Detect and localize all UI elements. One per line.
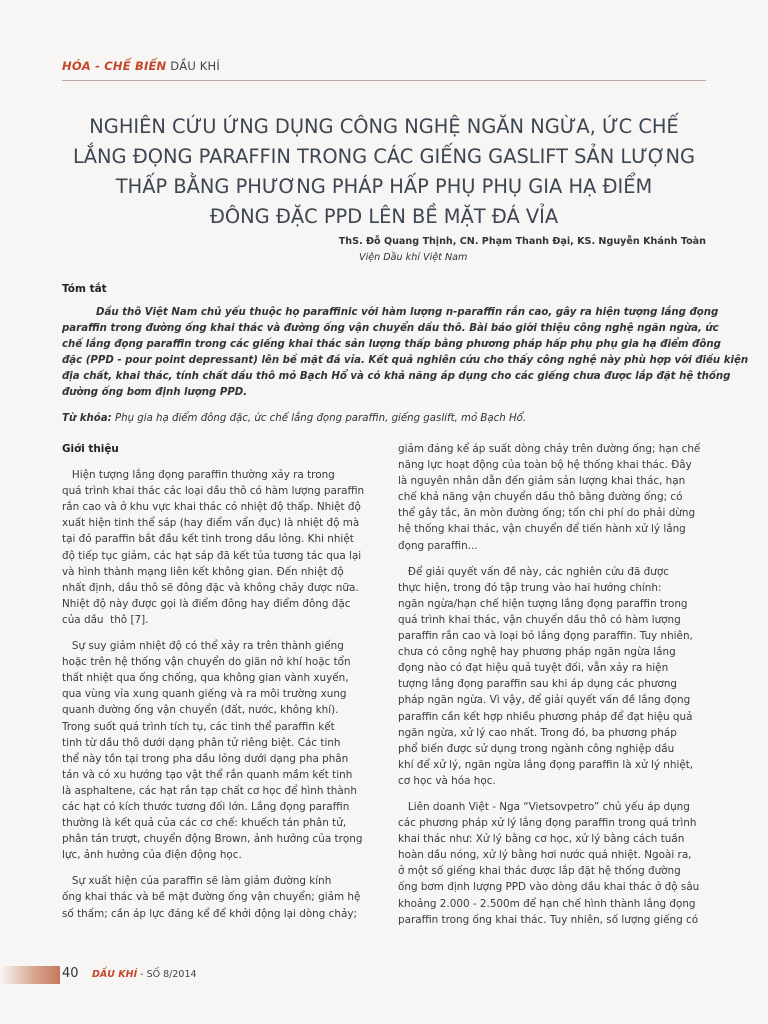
body-text-line: ống bơm định lượng PPD vào dòng dầu khai thác ở độ sâu	[398, 881, 700, 894]
authors: ThS. Đỗ Quang Thịnh, CN. Phạm Thanh Đại, KS. Nguyễn Khánh Toàn	[338, 236, 706, 247]
magazine-name: DẦU KHÍ	[92, 969, 138, 980]
page-number: 40	[62, 966, 79, 981]
body-text-line: quá trình khai thác, vận chuyển dầu thô có hàm lượng	[398, 613, 681, 626]
body-text-line: tinh từ dầu thô dưới dạng phân tử riêng biệt. Các tinh	[62, 736, 341, 749]
body-text-line: Sự suy giảm nhiệt độ có thể xảy ra trên thành giếng	[62, 640, 344, 653]
abstract-line: Dầu thô Việt Nam chủ yếu thuộc họ paraffinic với hàm lượng n-paraffin rắn cao, gây ra hiện tượng lắng đọng	[96, 307, 719, 318]
abstract-line: đường ống bơm định lượng PPD.	[62, 387, 248, 398]
body-text-line: nhất định, dầu thô sẽ đông đặc và không chảy được nữa.	[62, 581, 359, 594]
body-text-line: ở một số giếng khai thác được lắp đặt hệ thống đường	[398, 865, 681, 878]
body-text-line: đọng nào có đạt hiệu quả tuyệt đối, vẫn xảy ra hiện	[398, 662, 669, 675]
body-text-line: ống khai thác và bề mặt đường ống vận chuyển; giảm hệ	[62, 891, 361, 904]
section-category-primary: HÓA - CHẾ BIẾN	[62, 59, 167, 73]
right-body	[398, 441, 708, 928]
body-text-line: tượng lắng đọng paraffin sau khi áp dụng các phương	[398, 678, 678, 691]
body-text-line: năng lực hoạt động của toàn bộ hệ thống khai thác. Đây	[398, 459, 692, 472]
body-text-line: thường là kết quả của các cơ chế: khuếch tán phân tử,	[62, 817, 347, 830]
article-title	[60, 112, 708, 232]
body-text-line: paraffin trong ống khai thác. Tuy nhiên, số lượng giếng có	[398, 913, 699, 926]
body-text-line: đọng paraffin...	[398, 539, 478, 552]
body-text-line: thể gây tắc, ăn mòn đường ống; tốn chi phí do phải dừng	[398, 507, 696, 520]
abstract-line: đặc (PPD - pour point depressant) lên bề mặt đá vỉa. Kết quả nghiên cứu cho thấy công nghệ này phù hợp với điều kiện	[62, 355, 749, 366]
title-line: LẮNG ĐỌNG PARAFFIN TRONG CÁC GIẾNG GASLIFT SẢN LƯỢNG	[72, 145, 696, 168]
intro-heading: Giới thiệu	[62, 443, 119, 455]
body-text-line: của dầu thô [7].	[62, 613, 149, 626]
header-divider	[62, 80, 706, 81]
body-text-line: chưa có công nghệ hay phương pháp ngăn ngừa lắng	[398, 646, 676, 659]
body-text-line: rắn cao và ở khu vực khai thác có nhiệt độ thấp. Nhiệt độ	[62, 501, 361, 514]
abstract-line: chế lắng đọng paraffin trong các giếng khai thác sản lượng thấp bằng phương pháp hấp phụ phụ gia hạ điểm đông	[62, 339, 721, 350]
body-text-line: ngăn ngừa/hạn chế hiện tượng lắng đọng paraffin trong	[398, 597, 688, 610]
section-category-secondary: DẦU KHÍ	[166, 59, 220, 73]
body-text-line: chế khả năng vận chuyển dầu thô bằng đường ống; có	[398, 491, 683, 504]
body-text-line: pháp ngăn ngừa. Vì vậy, để giải quyết vấn đề lắng đọng	[398, 694, 691, 707]
body-text-line: qua vùng vỉa xung quanh giếng và ra môi trường xung	[62, 688, 347, 701]
body-column-right	[398, 441, 708, 928]
title-line: ĐÔNG ĐẶC PPD LÊN BỀ MẶT ĐÁ VỈA	[209, 205, 559, 228]
body-text-line: Hiện tượng lắng đọng paraffin thường xảy ra trong	[62, 469, 335, 482]
title-line: THẤP BẰNG PHƯƠNG PHÁP HẤP PHỤ PHỤ GIA HẠ ĐIỂM	[115, 175, 653, 198]
section-header	[62, 59, 220, 73]
abstract-text	[62, 305, 749, 401]
body-text-line: quanh đường ống vận chuyển (đất, nước, không khí).	[62, 704, 339, 717]
body-text-line: khoảng 2.000 - 2.500m để hạn chế hình thành lắng đọng	[398, 897, 696, 910]
body-text-line: Nhiệt độ này được gọi là điểm đông hay điểm đông đặc	[62, 597, 351, 610]
footer-magazine	[92, 969, 197, 980]
body-text-line: và hình thành mạng liên kết không gian. Đến nhiệt độ	[62, 565, 344, 578]
body-text-line: các hạt có kích thước tương đối lớn. Lắng đọng paraffin	[62, 800, 350, 813]
keywords	[62, 413, 526, 424]
body-text-line: Trong suốt quá trình tích tụ, các tinh thể paraffin kết	[62, 720, 335, 733]
body-text-line: phân tán trượt, chuyển động Brown, ảnh hưởng của trọng	[62, 833, 363, 846]
magazine-issue: - SỐ 8/2014	[137, 969, 197, 980]
title-line: NGHIÊN CỨU ỨNG DỤNG CÔNG NGHỆ NGĂN NGỪA, ỨC CHẾ	[89, 115, 679, 138]
paragraph-gap	[62, 628, 372, 638]
body-text-line: paraffin rắn cao và loại bỏ lắng đọng paraffin. Tuy nhiên,	[398, 630, 693, 643]
abstract-heading: Tóm tắt	[62, 283, 107, 295]
body-text-line: thất nhiệt qua ống chống, qua không gian vành xuyến,	[62, 672, 349, 685]
paragraph-gap	[398, 789, 708, 799]
paragraph-gap	[62, 863, 372, 873]
body-text-line: tại đó paraffin bắt đầu kết tinh trong dầu lỏng. Khi nhiệt	[62, 533, 354, 546]
body-text-line: ngăn ngừa, xử lý cao nhất. Trong đó, ba phương pháp	[398, 726, 677, 739]
body-text-line: hoặc trên hệ thống vận chuyển do giãn nở khí hoặc tổn	[62, 656, 351, 669]
affiliation: Viện Dầu khí Việt Nam	[359, 252, 468, 263]
body-text-line: Liên doanh Việt - Nga “Vietsovpetro” chủ yếu áp dụng	[398, 800, 690, 813]
body-column-left	[62, 441, 372, 922]
body-text-line: độ tiếp tục giảm, các hạt sáp đã kết tủa tương tác qua lại	[62, 549, 362, 562]
body-text-line: là nguyên nhân dẫn đến giảm sản lượng khai thác, hạn	[398, 475, 686, 488]
body-text-line: xuất hiện tinh thể sáp (hay điểm vẩn đục) là nhiệt độ mà	[62, 517, 360, 530]
body-text-line: lực, ảnh hưởng của điện động học.	[62, 849, 242, 862]
paragraph-gap	[398, 554, 708, 564]
body-text-line: số thấm; cần áp lực đáng kể để khởi động lại dòng chảy;	[62, 907, 357, 920]
body-text-line: cơ học và hóa học.	[398, 774, 496, 787]
body-text-line: các phương pháp xử lý lắng đọng paraffin trong quá trình	[398, 817, 697, 830]
body-text-line: thực hiện, trong đó tập trung vào hai hướng chính:	[398, 581, 662, 594]
body-text-line: tán và có xu hướng tạo vật thể rắn quanh mầm kết tinh	[62, 768, 353, 781]
body-text-line: hệ thống khai thác, vận chuyển để tiến hành xử lý lắng	[398, 523, 686, 536]
body-text-line: khí để xử lý, ngăn ngừa lắng đọng paraffin là xử lý nhiệt,	[398, 758, 694, 771]
body-text-line: hoàn dầu nóng, xử lý bằng hơi nước quá nhiệt. Ngoài ra,	[398, 849, 692, 862]
body-text-line: paraffin cần kết hợp nhiều phương pháp để đạt hiệu quả	[398, 710, 693, 723]
abstract-line: địa chất, khai thác, tính chất dầu thô mỏ Bạch Hổ và có khả năng áp dụng cho các giếng chưa được lắp đặt hệ thống	[62, 371, 731, 382]
keywords-label: Từ khóa:	[62, 413, 112, 424]
body-text-line: giảm đáng kể áp suất dòng chảy trên đường ống; hạn chế	[398, 443, 701, 455]
body-text-line: Để giải quyết vấn đề này, các nghiên cứu đã được	[398, 565, 669, 578]
body-text-line: Sự xuất hiện của paraffin sẽ làm giảm đường kính	[62, 875, 332, 888]
keywords-text: Phụ gia hạ điểm đông đặc, ức chế lắng đọng paraffin, giếng gaslift, mỏ Bạch Hổ.	[111, 413, 527, 424]
body-text-line: quá trình khai thác các loại dầu thô có hàm lượng paraffin	[62, 485, 365, 498]
left-body	[62, 467, 372, 922]
body-text-line: khai thác như: Xử lý bằng cơ học, xử lý bằng cách tuần	[398, 833, 685, 846]
footer-accent-bar	[0, 966, 60, 984]
abstract-line: paraffin trong đường ống khai thác và đường ống vận chuyển dầu thô. Bài báo giới thiệu công nghệ ngăn ngừa, ức	[62, 323, 719, 334]
body-text-line: thể này tồn tại trong pha dầu lỏng dưới dạng pha phân	[62, 752, 349, 765]
body-text-line: là asphaltene, các hạt rắn tạp chất cơ học để hình thành	[62, 784, 357, 797]
body-text-line: phổ biến được sử dụng trong ngành công nghiệp dầu	[398, 742, 675, 755]
